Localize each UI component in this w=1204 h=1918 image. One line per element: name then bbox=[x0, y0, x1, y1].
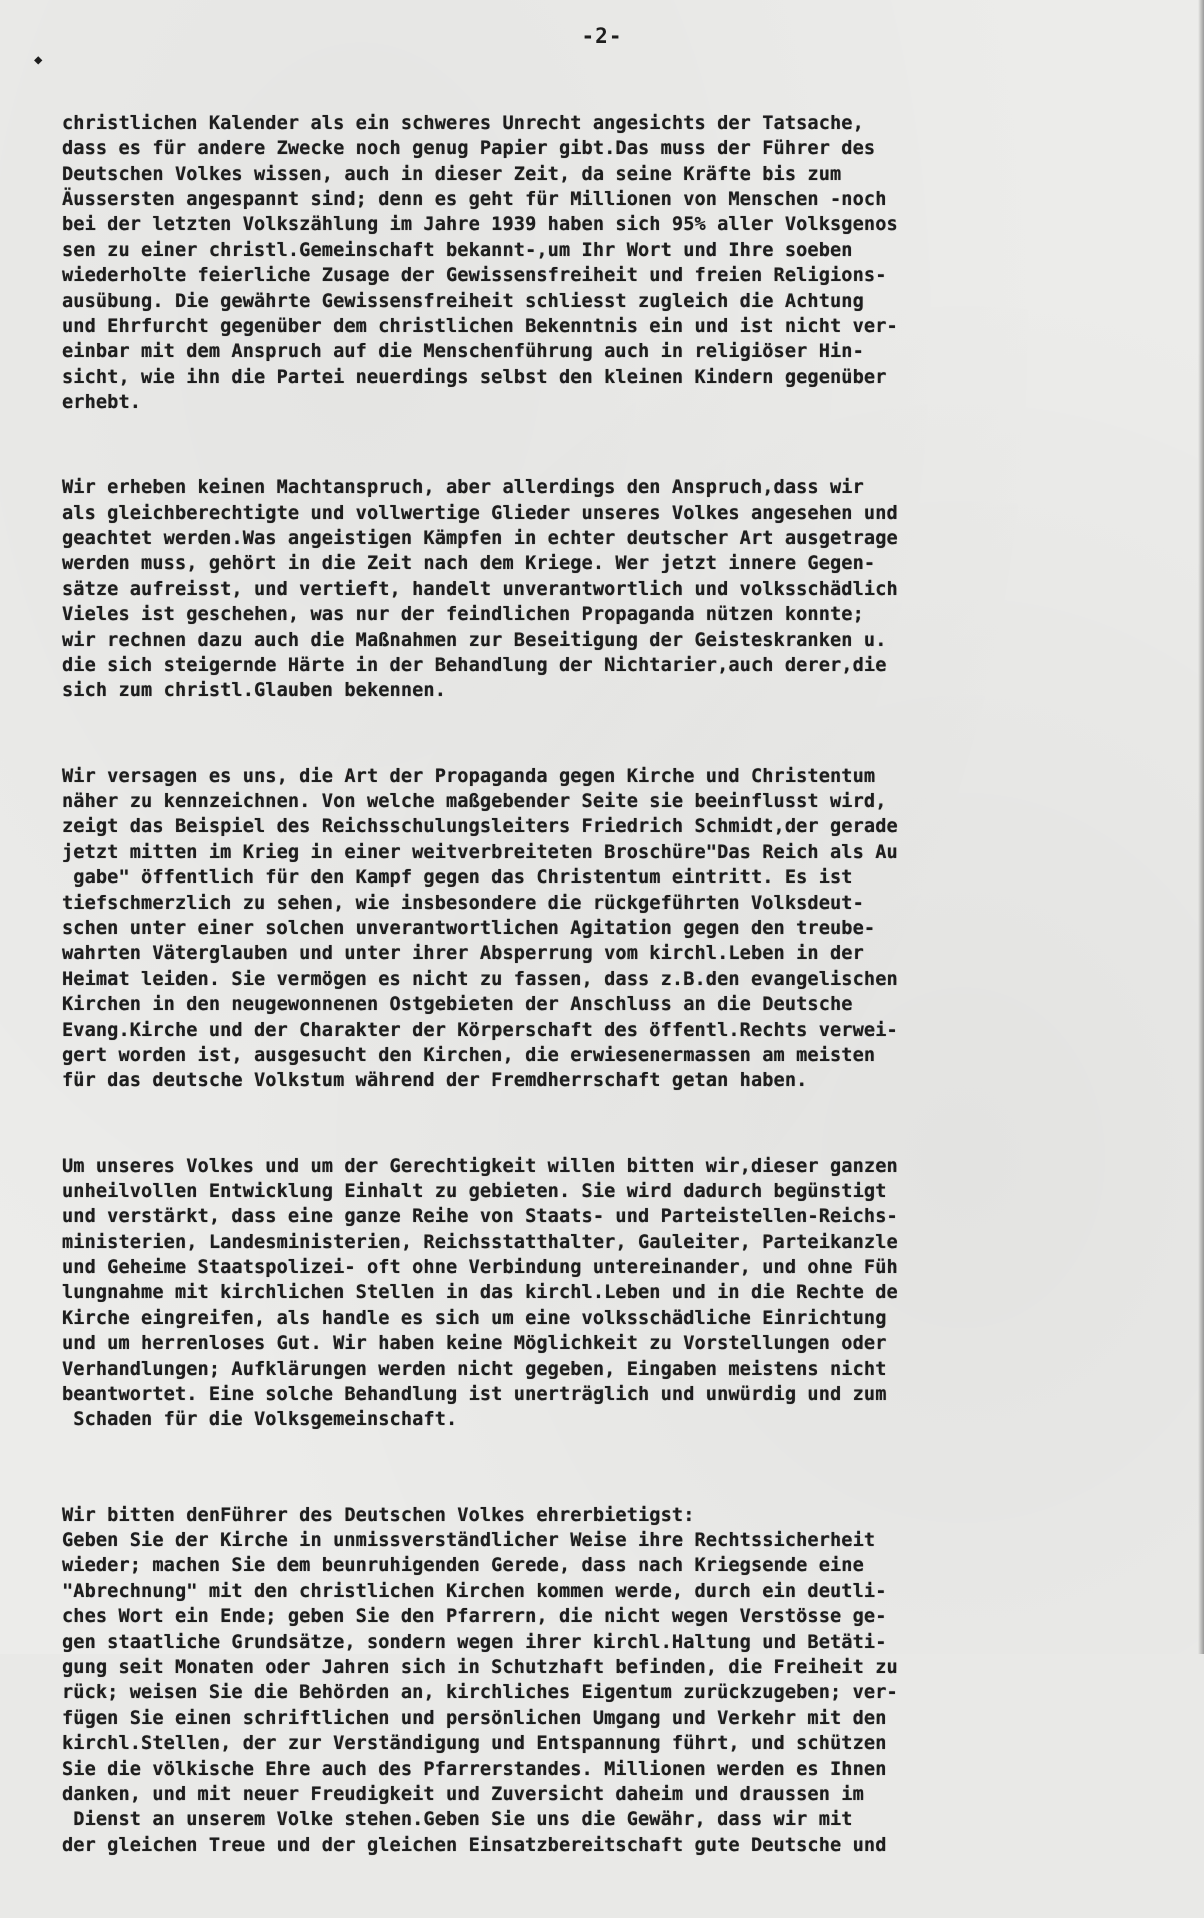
text-line: wir rechnen dazu auch die Maßnahmen zur Beseitigung der Geisteskranken u. bbox=[62, 629, 887, 651]
text-line: dass es für andere Zwecke noch genug Papier gibt.Das muss der Führer des bbox=[62, 138, 876, 160]
text-line: Heimat leiden. Sie vermögen es nicht zu fassen, dass z.B.den evangelischen bbox=[62, 968, 898, 990]
text-line: und um herrenloses Gut. Wir haben keine Möglichkeit zu Vorstellungen oder bbox=[62, 1333, 887, 1355]
paragraph-5 bbox=[62, 1503, 1202, 1858]
text-line: sätze aufreisst, und vertieft, handelt unverantwortlich und volksschädlich bbox=[62, 578, 898, 600]
text-line: und Geheime Staatspolizei- oft ohne Verbindung untereinander, und ohne Füh bbox=[62, 1257, 898, 1279]
text-line: erhebt. bbox=[62, 392, 142, 414]
text-line: werden muss, gehört in die Zeit nach dem Kriege. Wer jetzt innere Gegen- bbox=[62, 553, 876, 575]
text-line: danken, und mit neuer Freudigkeit und Zuversicht daheim und draussen im bbox=[62, 1783, 864, 1805]
text-line: der gleichen Treue und der gleichen Einsatzbereitschaft gute Deutsche und bbox=[62, 1834, 887, 1856]
text-line: gen staatliche Grundsätze, sondern wegen ihrer kirchl.Haltung und Betäti- bbox=[62, 1631, 887, 1653]
text-line: und Ehrfurcht gegenüber dem christlichen Bekenntnis ein und ist nicht ver- bbox=[62, 315, 898, 337]
text-line: beantwortet. Eine solche Behandlung ist unerträglich und unwürdig und zum bbox=[62, 1384, 887, 1406]
text-line: Um unseres Volkes und um der Gerechtigkeit willen bitten wir,dieser ganzen bbox=[62, 1155, 898, 1177]
text-line: Geben Sie der Kirche in unmissverständlicher Weise ihre Rechtssicherheit bbox=[62, 1530, 876, 1552]
page-number: -2- bbox=[581, 24, 623, 48]
text-line: die sich steigernde Härte in der Behandlung der Nichtarier,auch derer,die bbox=[62, 655, 887, 677]
text-line: "Abrechnung" mit den christlichen Kirchen kommen werde, durch ein deutli- bbox=[62, 1580, 887, 1602]
paragraph-4 bbox=[62, 1154, 1202, 1433]
text-line: schen unter einer solchen unverantwortlichen Agitation gegen den treube- bbox=[62, 917, 876, 939]
scan-edge-shadow bbox=[1198, 0, 1204, 1654]
paragraph-3 bbox=[62, 764, 1202, 1094]
text-line: rück; weisen Sie die Behörden an, kirchliches Eigentum zurückzugeben; ver- bbox=[62, 1682, 898, 1704]
text-line: sen zu einer christl.Gemeinschaft bekannt-,um Ihr Wort und Ihre soeben bbox=[62, 239, 853, 261]
text-line: Deutschen Volkes wissen, auch in dieser Zeit, da seine Kräfte bis zum bbox=[62, 163, 842, 185]
text-line: lungnahme mit kirchlichen Stellen in das kirchl.Leben und in die Rechte de bbox=[62, 1282, 898, 1304]
text-line: Sie die völkische Ehre auch des Pfarrerstandes. Millionen werden es Ihnen bbox=[62, 1758, 887, 1780]
text-line: ausübung. Die gewährte Gewissensfreiheit schliesst zugleich die Achtung bbox=[62, 290, 864, 312]
text-line: gung seit Monaten oder Jahren sich in Schutzhaft befinden, die Freiheit zu bbox=[62, 1656, 898, 1678]
text-line: ches Wort ein Ende; geben Sie den Pfarrern, die nicht wegen Verstösse ge- bbox=[62, 1606, 887, 1628]
text-line: jetzt mitten im Krieg in einer weitverbreiteten Broschüre"Das Reich als Au bbox=[62, 841, 898, 863]
text-line: Verhandlungen; Aufklärungen werden nicht gegeben, Eingaben meistens nicht bbox=[62, 1358, 887, 1380]
text-line: für das deutsche Volkstum während der Fremdherrschaft getan haben. bbox=[62, 1070, 808, 1092]
text-line: zeigt das Beispiel des Reichsschulungsleiters Friedrich Schmidt,der gerade bbox=[62, 816, 898, 838]
paragraph-2 bbox=[62, 475, 1202, 704]
text-line: näher zu kennzeichnen. Von welche maßgebender Seite sie beeinflusst wird, bbox=[62, 791, 887, 813]
text-line: Dienst an unserem Volke stehen.Geben Sie uns die Gewähr, dass wir mit bbox=[62, 1809, 853, 1831]
text-line: bei der letzten Volkszählung im Jahre 1939 haben sich 95% aller Volksgenos bbox=[62, 214, 898, 236]
text-line: Wir versagen es uns, die Art der Propaganda gegen Kirche und Christentum bbox=[62, 765, 876, 787]
text-line: Kirche eingreifen, als handle es sich um eine volksschädliche Einrichtung bbox=[62, 1307, 887, 1329]
text-line: Vieles ist geschehen, was nur der feindlichen Propaganda nützen konnte; bbox=[62, 604, 864, 626]
text-line: Wir bitten denFührer des Deutschen Volkes ehrerbietigst: bbox=[62, 1504, 695, 1526]
text-line: als gleichberechtigte und vollwertige Glieder unseres Volkes angesehen und bbox=[62, 502, 898, 524]
text-line: wieder; machen Sie dem beunruhigenden Gerede, dass nach Kriegsende eine bbox=[62, 1555, 864, 1577]
text-line: und verstärkt, dass eine ganze Reihe von Staats- und Parteistellen-Reichs- bbox=[62, 1206, 898, 1228]
text-line: Kirchen in den neugewonnenen Ostgebieten der Anschluss an die Deutsche bbox=[62, 994, 853, 1016]
text-line: geachtet werden.Was angeistigen Kämpfen in echter deutscher Art ausgetrage bbox=[62, 528, 898, 550]
text-line: sicht, wie ihn die Partei neuerdings selbst den kleinen Kindern gegenüber bbox=[62, 366, 887, 388]
text-line: Evang.Kirche und der Charakter der Körperschaft des öffentl.Rechts verwei- bbox=[62, 1019, 898, 1041]
text-line: Äussersten angespannt sind; denn es geht für Millionen von Menschen -noch bbox=[62, 188, 887, 210]
text-line: christlichen Kalender als ein schweres Unrecht angesichts der Tatsache, bbox=[62, 112, 864, 134]
text-line: wiederholte feierliche Zusage der Gewissensfreiheit und freien Religions- bbox=[62, 265, 887, 287]
text-line: einbar mit dem Anspruch auf die Menschenführung auch in religiöser Hin- bbox=[62, 341, 864, 363]
margin-dot-icon: ◆ bbox=[34, 52, 43, 68]
body-text bbox=[62, 60, 1202, 1918]
text-line: ministerien, Landesministerien, Reichsstatthalter, Gauleiter, Parteikanzle bbox=[62, 1231, 898, 1253]
text-line: Wir erheben keinen Machtanspruch, aber allerdings den Anspruch,dass wir bbox=[62, 477, 864, 499]
text-line: tiefschmerzlich zu sehen, wie insbesondere die rückgeführten Volksdeut- bbox=[62, 892, 864, 914]
text-line: sich zum christl.Glauben bekennen. bbox=[62, 680, 447, 702]
text-line: wahrten Väterglauben und unter ihrer Absperrung vom kirchl.Leben in der bbox=[62, 943, 864, 965]
paragraph-1 bbox=[62, 111, 1202, 416]
text-line: unheilvollen Entwicklung Einhalt zu gebieten. Sie wird dadurch begünstigt bbox=[62, 1180, 887, 1202]
text-line: Schaden für die Volksgemeinschaft. bbox=[62, 1409, 458, 1431]
text-line: kirchl.Stellen, der zur Verständigung und Entspannung führt, und schützen bbox=[62, 1733, 887, 1755]
text-line: gert worden ist, ausgesucht den Kirchen, die erwiesenermassen am meisten bbox=[62, 1044, 876, 1066]
text-line: fügen Sie einen schriftlichen und persönlichen Umgang und Verkehr mit den bbox=[62, 1707, 887, 1729]
text-line: gabe" öffentlich für den Kampf gegen das Christentum eintritt. Es ist bbox=[62, 867, 853, 889]
